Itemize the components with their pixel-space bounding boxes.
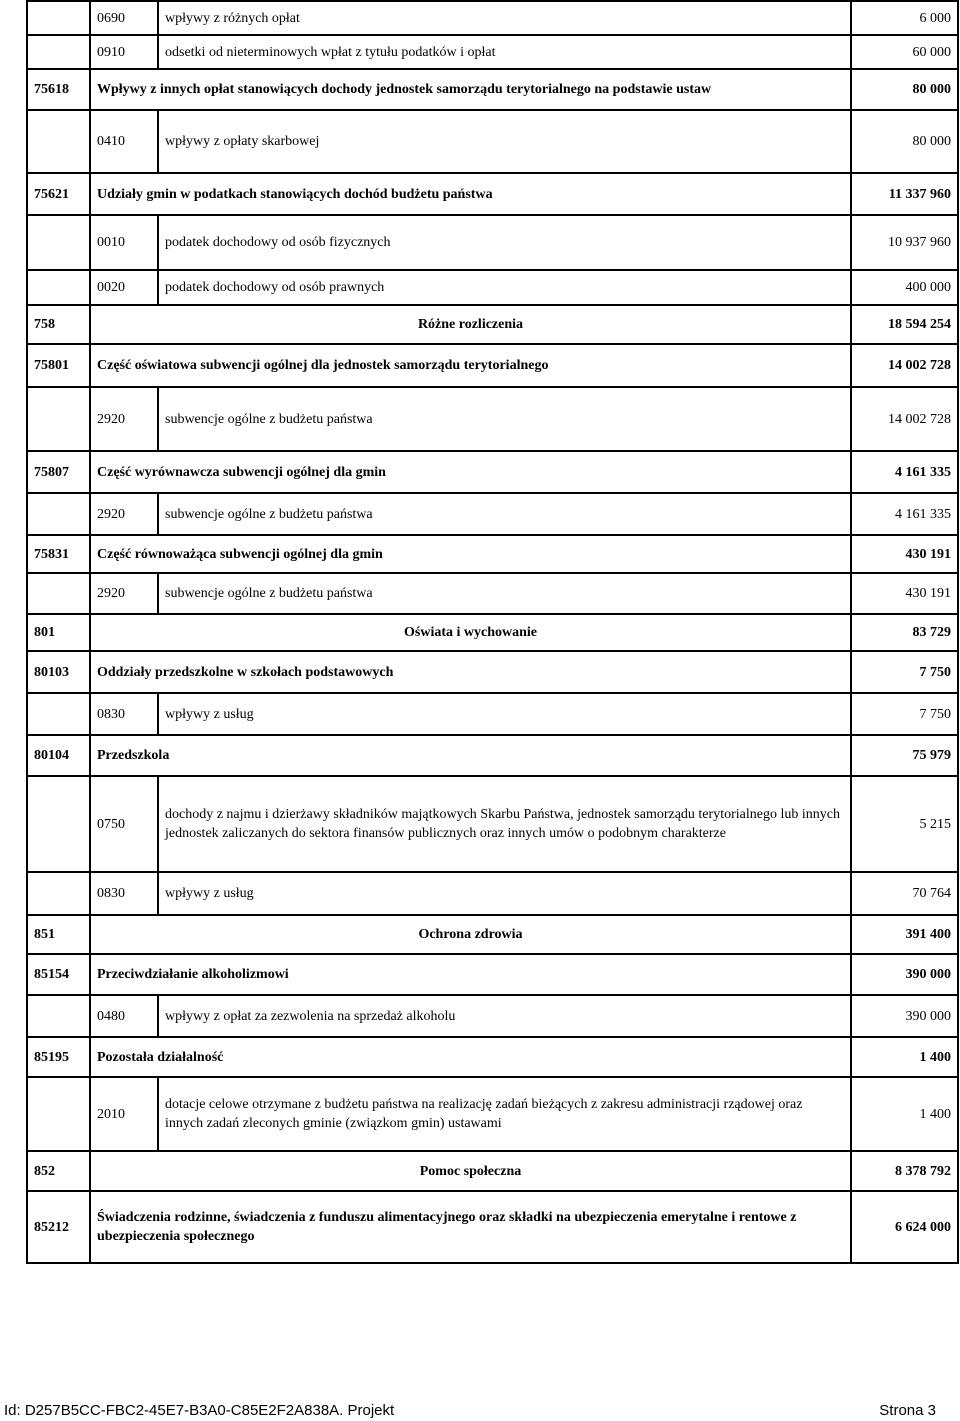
- row-description: wpływy z opłat za zezwolenia na sprzedaż alkoholu: [158, 995, 851, 1037]
- section-code: 80104: [27, 735, 90, 776]
- empty-cell: [27, 270, 90, 305]
- division-title: Różne rozliczenia: [90, 305, 851, 344]
- table-row: [27, 651, 958, 693]
- table-row: [27, 776, 958, 872]
- section-code: 75801: [27, 344, 90, 387]
- row-description: Wpływy z innych opłat stanowiących dochody jednostek samorządu terytorialnego na podstawie ustaw: [90, 69, 851, 110]
- row-amount: 400 000: [851, 270, 958, 305]
- section-code: 80103: [27, 651, 90, 693]
- row-amount: 390 000: [851, 995, 958, 1037]
- section-code: 75618: [27, 69, 90, 110]
- paragraph-code: 0480: [90, 995, 158, 1037]
- empty-cell: [27, 573, 90, 614]
- row-amount: 80 000: [851, 110, 958, 173]
- row-description: odsetki od nieterminowych wpłat z tytułu podatków i opłat: [158, 35, 851, 69]
- table-row: [27, 995, 958, 1037]
- row-amount: 430 191: [851, 573, 958, 614]
- division-code: 852: [27, 1151, 90, 1191]
- paragraph-code: 0010: [90, 215, 158, 270]
- row-amount: 5 215: [851, 776, 958, 872]
- empty-cell: [27, 995, 90, 1037]
- paragraph-code: 0750: [90, 776, 158, 872]
- division-code: 758: [27, 305, 90, 344]
- table-row: [27, 915, 958, 954]
- row-amount: 75 979: [851, 735, 958, 776]
- paragraph-code: 0910: [90, 35, 158, 69]
- row-amount: 8 378 792: [851, 1151, 958, 1191]
- row-description: podatek dochodowy od osób prawnych: [158, 270, 851, 305]
- row-amount: 6 000: [851, 1, 958, 35]
- table-row: [27, 1191, 958, 1263]
- row-amount: 4 161 335: [851, 493, 958, 535]
- table-row: [27, 215, 958, 270]
- division-code: 851: [27, 915, 90, 954]
- row-description: wpływy z różnych opłat: [158, 1, 851, 35]
- empty-cell: [27, 387, 90, 451]
- paragraph-code: 0020: [90, 270, 158, 305]
- document-id: Id: D257B5CC-FBC2-45E7-B3A0-C85E2F2A838A. Projekt: [4, 1402, 395, 1419]
- row-description: Świadczenia rodzinne, świadczenia z funduszu alimentacyjnego oraz składki na ubezpieczenia emerytalne i rentowe z ubezpieczenia społecznego: [90, 1191, 851, 1263]
- paragraph-code: 2010: [90, 1077, 158, 1151]
- paragraph-code: 0830: [90, 693, 158, 735]
- page-number: Strona 3: [879, 1402, 936, 1419]
- paragraph-code: 2920: [90, 387, 158, 451]
- row-description: Przeciwdziałanie alkoholizmowi: [90, 954, 851, 995]
- table-row: [27, 69, 958, 110]
- row-description: Część równoważąca subwencji ogólnej dla gmin: [90, 535, 851, 573]
- table-row: [27, 693, 958, 735]
- budget-table: [26, 0, 959, 1264]
- row-amount: 60 000: [851, 35, 958, 69]
- row-amount: 1 400: [851, 1077, 958, 1151]
- paragraph-code: 2920: [90, 493, 158, 535]
- table-row: [27, 1, 958, 35]
- row-amount: 7 750: [851, 651, 958, 693]
- table-row: [27, 1077, 958, 1151]
- table-row: [27, 451, 958, 493]
- division-title: Ochrona zdrowia: [90, 915, 851, 954]
- row-description: Część wyrównawcza subwencji ogólnej dla gmin: [90, 451, 851, 493]
- row-amount: 6 624 000: [851, 1191, 958, 1263]
- table-row: [27, 954, 958, 995]
- row-description: Oddziały przedszkolne w szkołach podstawowych: [90, 651, 851, 693]
- empty-cell: [27, 1077, 90, 1151]
- division-title: Oświata i wychowanie: [90, 614, 851, 651]
- row-description: dotacje celowe otrzymane z budżetu państwa na realizację zadań bieżących z zakresu administracji rządowej oraz innych zadań zleconych gminie (związkom gmin) ustawami: [158, 1077, 851, 1151]
- row-description: Część oświatowa subwencji ogólnej dla jednostek samorządu terytorialnego: [90, 344, 851, 387]
- table-row: [27, 535, 958, 573]
- division-title: Pomoc społeczna: [90, 1151, 851, 1191]
- row-amount: 70 764: [851, 872, 958, 915]
- row-amount: 11 337 960: [851, 173, 958, 215]
- row-amount: 390 000: [851, 954, 958, 995]
- table-row: [27, 1151, 958, 1191]
- table-row: [27, 493, 958, 535]
- row-amount: 391 400: [851, 915, 958, 954]
- row-description: Udziały gmin w podatkach stanowiących dochód budżetu państwa: [90, 173, 851, 215]
- row-description: podatek dochodowy od osób fizycznych: [158, 215, 851, 270]
- row-amount: 10 937 960: [851, 215, 958, 270]
- table-row: [27, 35, 958, 69]
- row-amount: 14 002 728: [851, 344, 958, 387]
- section-code: 75807: [27, 451, 90, 493]
- row-amount: 7 750: [851, 693, 958, 735]
- section-code: 75831: [27, 535, 90, 573]
- row-description: wpływy z opłaty skarbowej: [158, 110, 851, 173]
- row-description: Pozostała działalność: [90, 1037, 851, 1077]
- row-description: subwencje ogólne z budżetu państwa: [158, 387, 851, 451]
- table-row: [27, 270, 958, 305]
- table-row: [27, 573, 958, 614]
- row-description: subwencje ogólne z budżetu państwa: [158, 493, 851, 535]
- table-row: [27, 344, 958, 387]
- table-row: [27, 872, 958, 915]
- empty-cell: [27, 1, 90, 35]
- table-row: [27, 110, 958, 173]
- table-row: [27, 614, 958, 651]
- row-amount: 1 400: [851, 1037, 958, 1077]
- row-amount: 14 002 728: [851, 387, 958, 451]
- empty-cell: [27, 110, 90, 173]
- row-description: wpływy z usług: [158, 872, 851, 915]
- paragraph-code: 0830: [90, 872, 158, 915]
- section-code: 85195: [27, 1037, 90, 1077]
- table-row: [27, 305, 958, 344]
- paragraph-code: 2920: [90, 573, 158, 614]
- empty-cell: [27, 215, 90, 270]
- row-description: dochody z najmu i dzierżawy składników majątkowych Skarbu Państwa, jednostek samorządu terytorialnego lub innych jednostek zaliczanych do sektora finansów publicznych oraz innych umów o podobnym charakterze: [158, 776, 851, 872]
- empty-cell: [27, 693, 90, 735]
- row-amount: 430 191: [851, 535, 958, 573]
- row-amount: 4 161 335: [851, 451, 958, 493]
- empty-cell: [27, 872, 90, 915]
- empty-cell: [27, 776, 90, 872]
- row-amount: 80 000: [851, 69, 958, 110]
- row-description: wpływy z usług: [158, 693, 851, 735]
- section-code: 75621: [27, 173, 90, 215]
- row-amount: 83 729: [851, 614, 958, 651]
- division-code: 801: [27, 614, 90, 651]
- table-row: [27, 173, 958, 215]
- empty-cell: [27, 35, 90, 69]
- section-code: 85154: [27, 954, 90, 995]
- table-row: [27, 735, 958, 776]
- paragraph-code: 0690: [90, 1, 158, 35]
- empty-cell: [27, 493, 90, 535]
- table-row: [27, 387, 958, 451]
- row-amount: 18 594 254: [851, 305, 958, 344]
- table-row: [27, 1037, 958, 1077]
- row-description: Przedszkola: [90, 735, 851, 776]
- section-code: 85212: [27, 1191, 90, 1263]
- row-description: subwencje ogólne z budżetu państwa: [158, 573, 851, 614]
- paragraph-code: 0410: [90, 110, 158, 173]
